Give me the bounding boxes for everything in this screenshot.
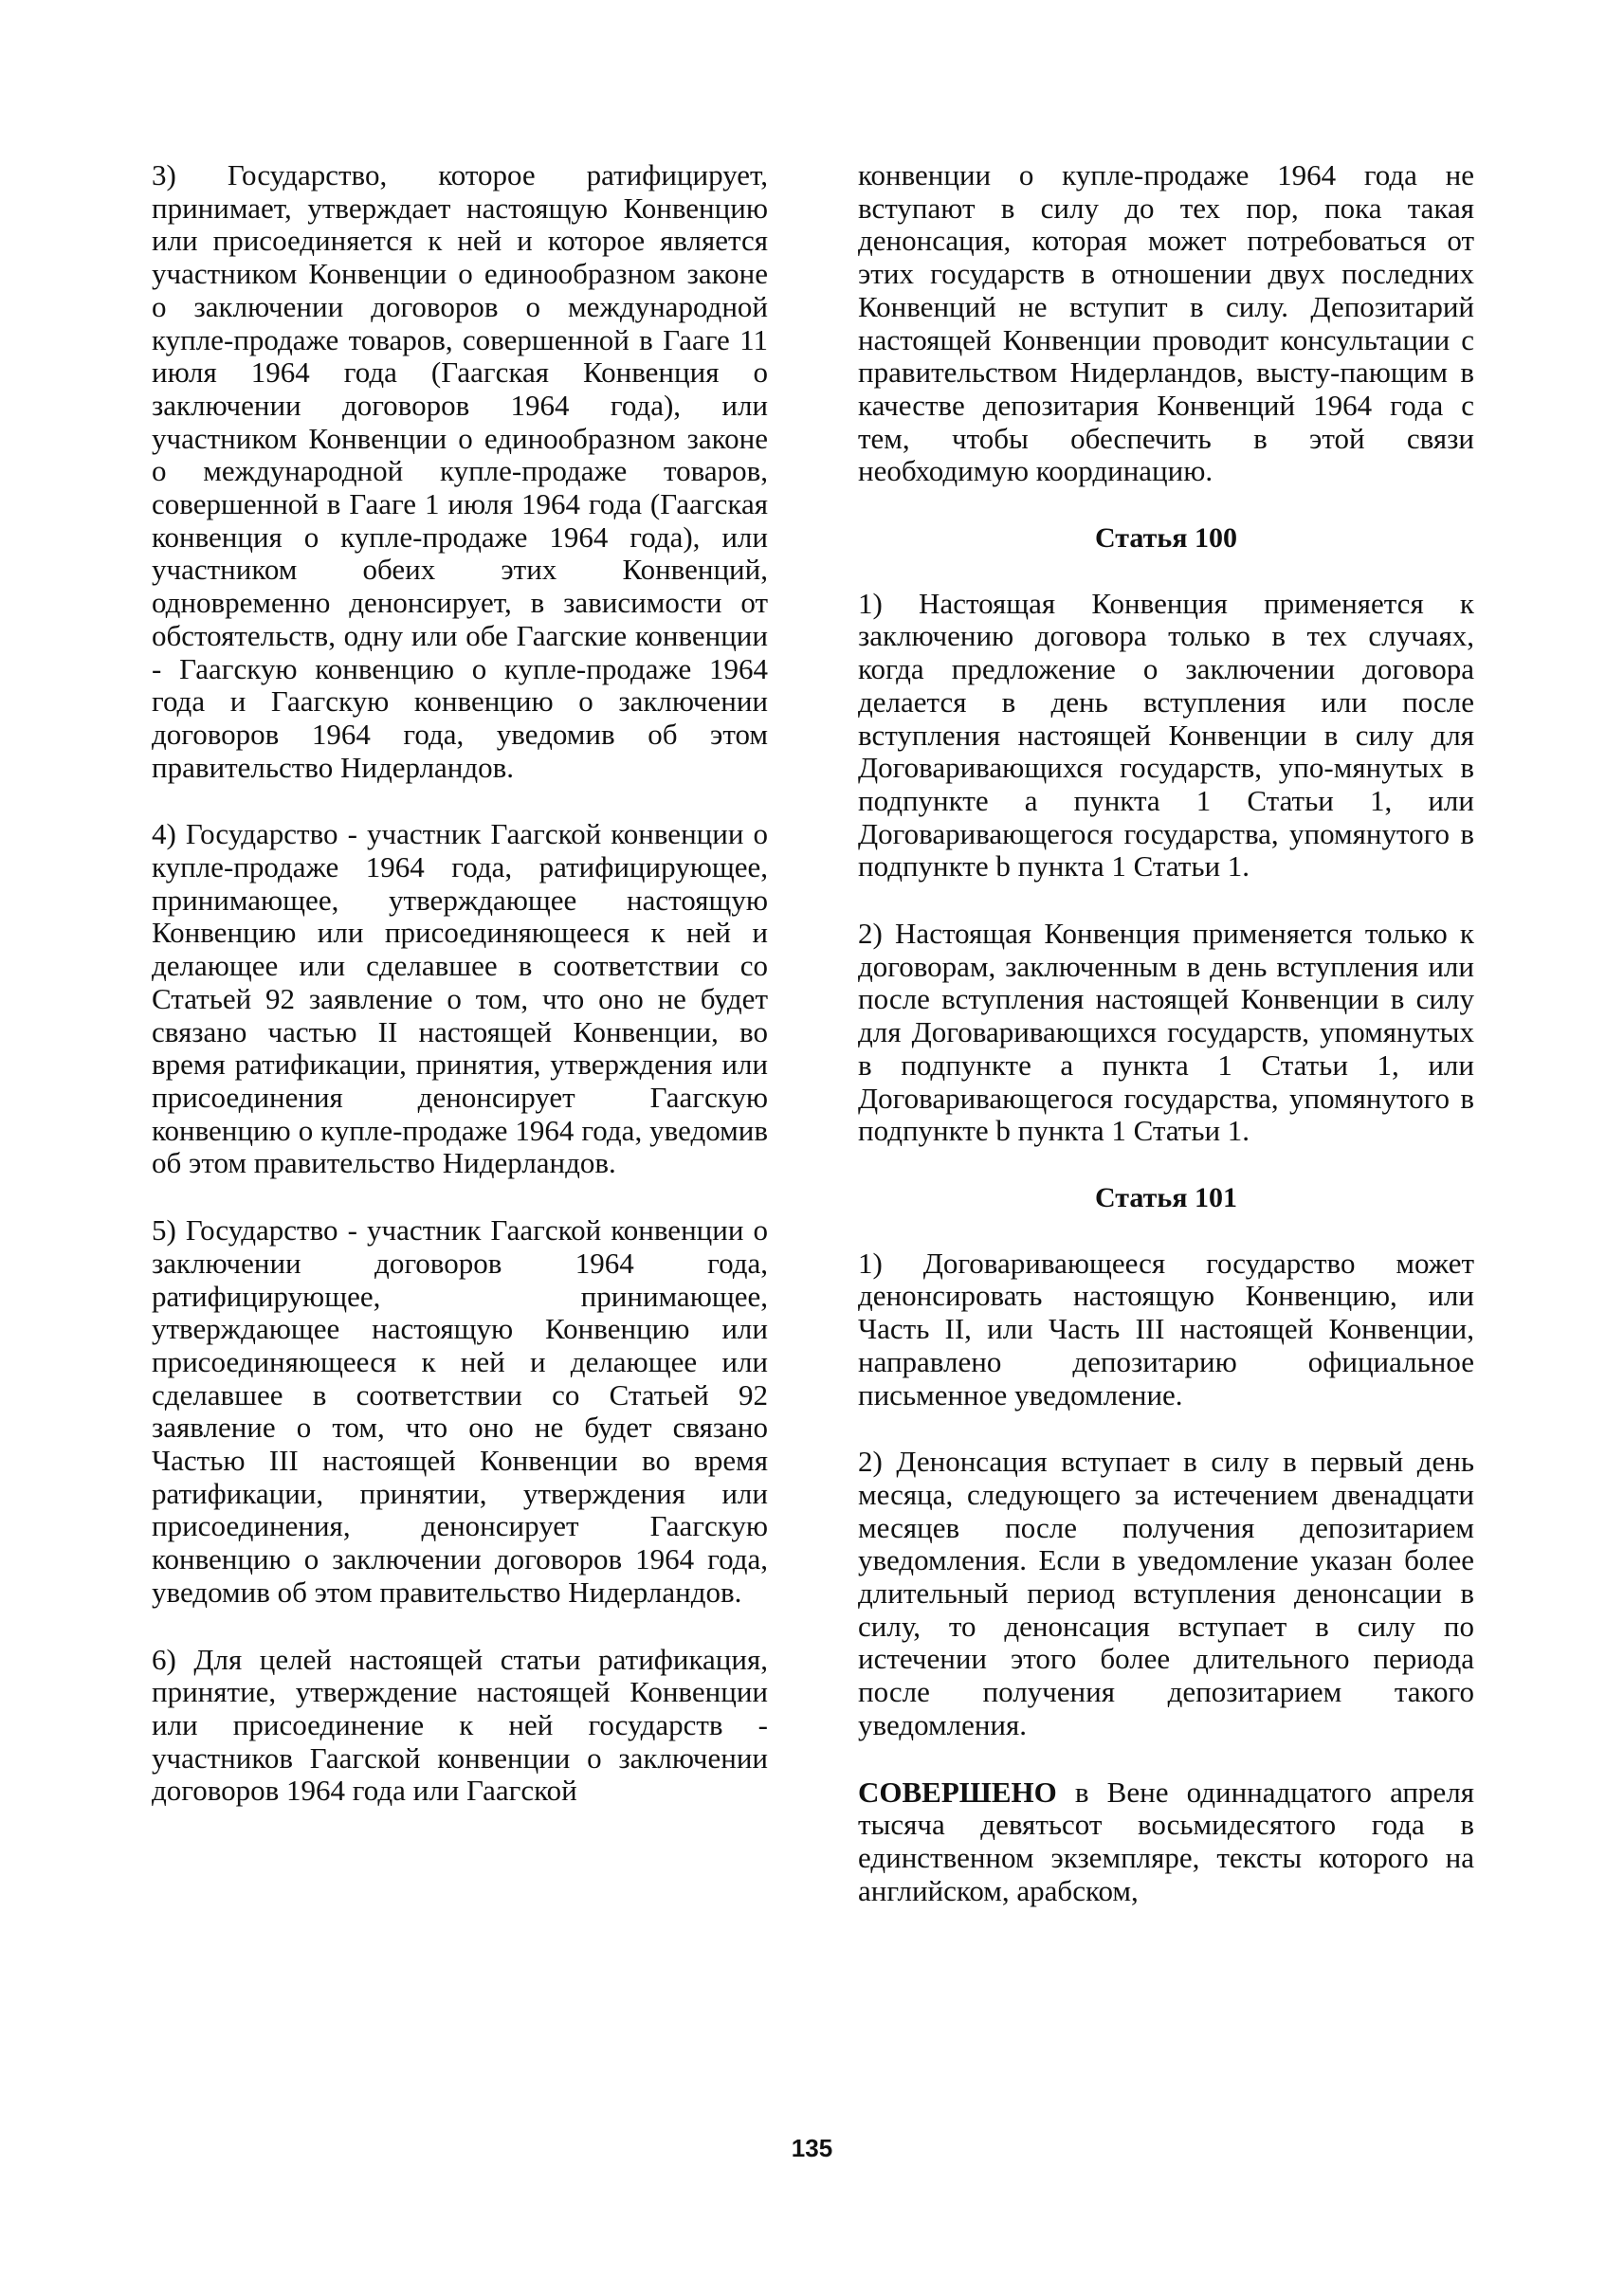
article-100-paragraph-2: 2) Настоящая Конвенция применяется только к договорам, заключенным в день вступления или после вступления настоящей Конвенции в силу для Договаривающихся государств, упомянутых в подпункте а пункта 1 Статьи 1, или Договаривающегося государства, упомянутого в подпункте b пункта 1 Статьи 1.	[858, 917, 1474, 1148]
article-100-paragraph-1: 1) Настоящая Конвенция применяется к заключению договора только в тех случаях, когда предложение о заключении договора делается в день вступления или после вступления настоящей Конвенции в силу для Договаривающихся государств, упо-мянутых в подпункте а пункта 1 Статьи 1, или Договаривающегося государства, упомянутого в подпункте b пункта 1 Статьи 1.	[858, 586, 1474, 883]
done-in-vienna-paragraph	[858, 1776, 1474, 1908]
page-number: 135	[791, 2134, 833, 2162]
done-word: СОВЕРШЕНО	[858, 1775, 1057, 1809]
paragraph-4: 4) Государство - участник Гаагской конвенции о купле-продаже 1964 года, ратифицирующее, принимающее, утверждающее настоящую Конвенцию или присоединяющееся к ней и делающее или сделавшее в соответствии со Статьей 92 заявление о том, что оно не будет связано частью II настоящей Конвенции, во время ратификации, принятия, утверждения или присоединения денонсирует Гаагскую конвенцию о купле-продаже 1964 года, уведомив об этом правительство Нидерландов.	[152, 817, 768, 1180]
done-text: в Вене одиннадцатого апреля тысяча девятьсот восьмидесятого года в единственном экземпляре, тексты которого на английском, арабском,	[858, 1775, 1474, 1907]
paragraph-5: 5) Государство - участник Гаагской конвенции о заключении договоров 1964 года, ратифицирующее, принимающее, утверждающее настоящую Конвенцию или присоединяющееся к ней и делающее или сделавшее в соответствии со Статьей 92 заявление о том, что оно не будет связано Частью III настоящей Конвенции во время ратификации, принятии, утверждения или присоединения, денонсирует Гаагскую конвенцию о заключении договоров 1964 года, уведомив об этом правительство Нидерландов.	[152, 1213, 768, 1609]
article-101-heading: Статья 101	[1095, 1181, 1237, 1213]
paragraph-6: 6) Для целей настоящей статьи ратификация, принятие, утверждение настоящей Конвенции или присоединение к ней государств - участников Гаагской конвенции о заключении договоров 1964 года или Гаагской	[152, 1642, 768, 1808]
article-101-paragraph-2: 2) Денонсация вступает в силу в первый день месяца, следующего за истечением двенадцати месяцев после получения депозитарием уведомления. Если в уведомление указан более длительный период вступления денонсации в силу, то денонсация вступает в силу по истечении этого более длительного периода после получения депозитарием такого уведомления.	[858, 1445, 1474, 1741]
right-column	[858, 159, 1474, 1907]
continuation-paragraph: конвенции о купле-продаже 1964 года не вступают в силу до тех пор, пока такая денонсация, которая может потребоваться от этих государств в отношении двух последних Конвенций не вступит в силу. Депозитарий настоящей Конвенции проводит консультации с правительством Нидерландов, высту-пающим в качестве депозитария Конвенций 1964 года с тем, чтобы обеспечить в этой связи необходимую координацию.	[858, 158, 1474, 488]
article-100-heading: Статья 100	[1095, 522, 1237, 555]
paragraph-3: 3) Государство, которое ратифицирует, принимает, утверждает настоящую Конвенцию или присоединяется к ней и которое является участником Конвенции о единообразном законе о заключении договоров о международной купле-продаже товаров, совершенной в Гааге 11 июля 1964 года (Гаагская Конвенция о заключении договоров 1964 года), или участником Конвенции о единообразном законе о международной купле-продаже товаров, совершенной в Гааге 1 июля 1964 года (Гаагская конвенция о купле-продаже 1964 года), или участником обеих этих Конвенций, одновременно денонсирует, в зависимости от обстоятельств, одну или обе Гаагские конвенции - Гаагскую конвенцию о купле-продаже 1964 года и Гаагскую конвенцию о заключении договоров 1964 года, уведомив об этом правительство Нидерландов.	[152, 158, 768, 784]
article-101-paragraph-1: 1) Договаривающееся государство может денонсировать настоящую Конвенцию, или Часть II, или Часть III настоящей Конвенции, направлено депозитарию официальное письменное уведомление.	[858, 1246, 1474, 1412]
left-column	[152, 159, 768, 1808]
